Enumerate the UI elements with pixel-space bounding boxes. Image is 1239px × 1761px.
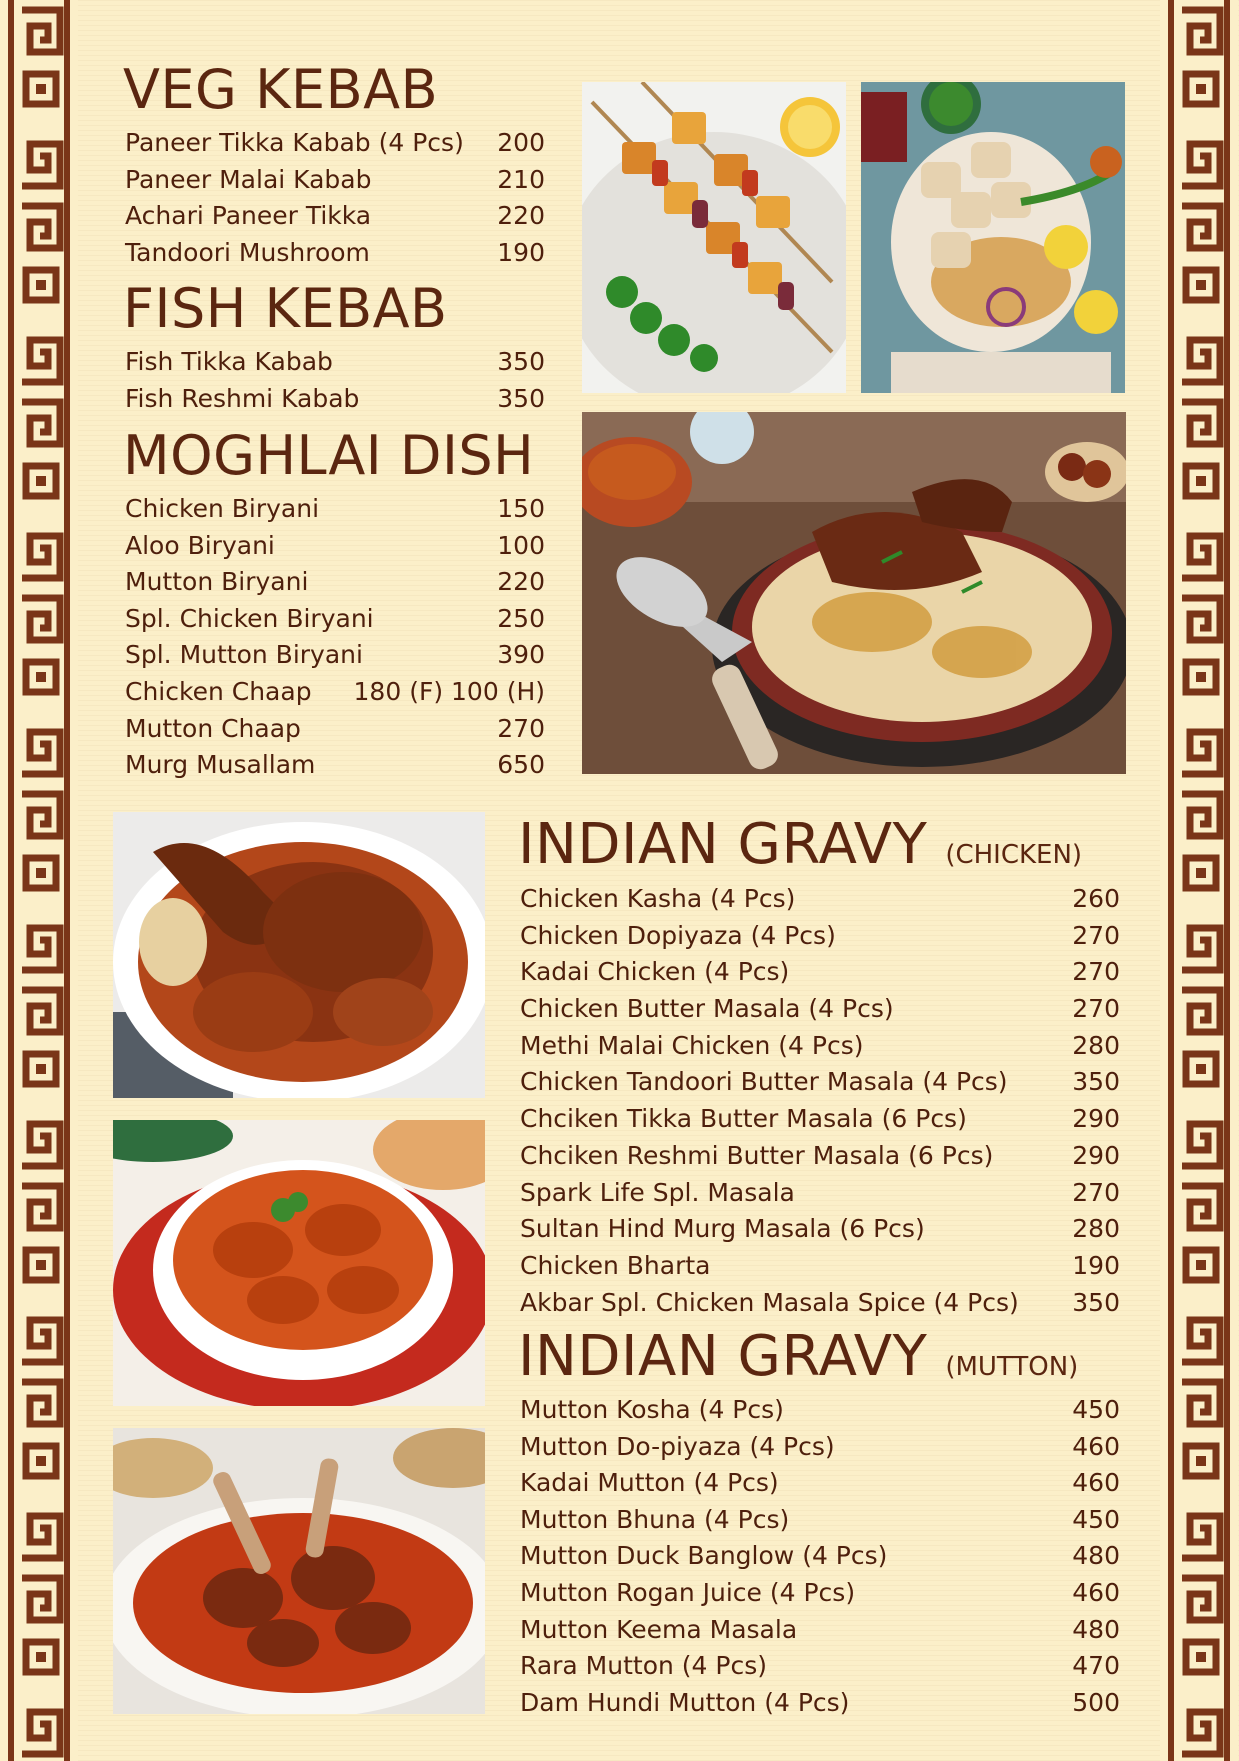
gravy-mutton-list xyxy=(520,1395,1120,1724)
item-price: 280 xyxy=(1072,1214,1120,1244)
item-name: Mutton Bhuna (4 Pcs) xyxy=(520,1504,790,1534)
item-price: 290 xyxy=(1072,1140,1120,1170)
item-name: Chicken Biryani xyxy=(125,494,320,523)
list-item xyxy=(520,884,1120,921)
gravy-mutton-title xyxy=(518,1324,1078,1389)
item-price: 270 xyxy=(1072,1177,1120,1207)
item-name: Spark Life Spl. Masala xyxy=(520,1177,795,1207)
item-price: 200 xyxy=(497,128,545,157)
item-price: 450 xyxy=(1072,1504,1120,1534)
item-name: Paneer Malai Kabab xyxy=(125,164,372,194)
item-name: Kadai Mutton (4 Pcs) xyxy=(520,1468,779,1498)
item-name: Spl. Mutton Biryani xyxy=(125,640,363,670)
biryani-photo xyxy=(582,412,1126,774)
moghlai-dish-list xyxy=(125,494,545,787)
list-item xyxy=(125,640,545,677)
left-border-ornament xyxy=(0,0,78,1761)
item-price: 480 xyxy=(1072,1541,1120,1571)
item-name: Fish Reshmi Kabab xyxy=(125,384,360,413)
chicken-bowl-photo xyxy=(113,1120,485,1406)
item-name: Chciken Tikka Butter Masala (6 Pcs) xyxy=(520,1104,967,1134)
item-name: Rara Mutton (4 Pcs) xyxy=(520,1651,767,1681)
list-item xyxy=(520,921,1120,958)
item-price: 180 (F) 100 (H) xyxy=(353,676,545,706)
item-price: 290 xyxy=(1072,1104,1120,1134)
item-price: 270 xyxy=(1072,994,1120,1024)
item-name: Aloo Biryani xyxy=(125,530,275,560)
list-item xyxy=(520,1395,1120,1432)
item-price: 220 xyxy=(497,201,545,230)
list-item xyxy=(125,494,545,531)
item-price: 220 xyxy=(497,567,545,597)
item-name: Paneer Tikka Kabab (4 Pcs) xyxy=(125,128,464,157)
gravy-chicken-title xyxy=(518,812,1082,877)
list-item xyxy=(125,128,545,165)
item-name: Chicken Kasha (4 Pcs) xyxy=(520,884,796,913)
item-name: Chicken Dopiyaza (4 Pcs) xyxy=(520,920,836,950)
item-name: Mutton Do-piyaza (4 Pcs) xyxy=(520,1431,835,1461)
list-item xyxy=(125,531,545,568)
right-border-ornament xyxy=(1160,0,1238,1761)
list-item xyxy=(125,604,545,641)
item-price: 270 xyxy=(1072,920,1120,950)
mutton-curry-photo xyxy=(113,1428,485,1714)
item-price: 350 xyxy=(497,384,545,413)
list-item xyxy=(520,1432,1120,1469)
malai-kabab-photo xyxy=(861,82,1125,393)
item-name: Chicken Bharta xyxy=(520,1250,711,1280)
list-item xyxy=(520,1178,1120,1215)
item-name: Mutton Kosha (4 Pcs) xyxy=(520,1395,784,1424)
gravy-mutton-title-text: INDIAN GRAVY xyxy=(518,1324,928,1389)
list-item xyxy=(125,347,545,384)
list-item xyxy=(125,750,545,787)
item-price: 150 xyxy=(497,494,545,523)
item-price: 350 xyxy=(1072,1067,1120,1097)
item-name: Akbar Spl. Chicken Masala Spice (4 Pcs) xyxy=(520,1287,1019,1317)
moghlai-dish-title: MOGHLAI DISH xyxy=(123,424,535,487)
item-name: Murg Musallam xyxy=(125,750,316,780)
item-name: Sultan Hind Murg Masala (6 Pcs) xyxy=(520,1214,925,1244)
list-item xyxy=(520,1031,1120,1068)
item-price: 350 xyxy=(1072,1287,1120,1317)
item-name: Chicken Tandoori Butter Masala (4 Pcs) xyxy=(520,1067,1008,1097)
item-price: 390 xyxy=(497,640,545,670)
item-price: 270 xyxy=(1072,957,1120,987)
item-price: 450 xyxy=(1072,1395,1120,1424)
item-name: Methi Malai Chicken (4 Pcs) xyxy=(520,1030,864,1060)
gravy-mutton-subtitle: (MUTTON) xyxy=(945,1352,1079,1382)
gravy-chicken-list xyxy=(520,884,1120,1324)
item-name: Kadai Chicken (4 Pcs) xyxy=(520,957,790,987)
item-price: 190 xyxy=(1072,1250,1120,1280)
item-name: Fish Tikka Kabab xyxy=(125,347,333,376)
paneer-tikka-photo xyxy=(582,82,846,393)
item-price: 470 xyxy=(1072,1651,1120,1681)
item-price: 210 xyxy=(497,164,545,194)
fish-kebab-list xyxy=(125,347,545,421)
list-item xyxy=(520,1104,1120,1141)
item-price: 280 xyxy=(1072,1030,1120,1060)
list-item xyxy=(125,677,545,714)
list-item xyxy=(520,994,1120,1031)
list-item xyxy=(520,1468,1120,1505)
list-item xyxy=(520,1251,1120,1288)
veg-kebab-list xyxy=(125,128,545,274)
list-item xyxy=(520,1505,1120,1542)
list-item xyxy=(520,1288,1120,1325)
item-price: 460 xyxy=(1072,1577,1120,1607)
list-item xyxy=(520,1214,1120,1251)
item-price: 270 xyxy=(497,713,545,743)
item-price: 260 xyxy=(1072,884,1120,913)
list-item xyxy=(520,1651,1120,1688)
item-price: 460 xyxy=(1072,1431,1120,1461)
item-name: Tandoori Mushroom xyxy=(125,237,370,267)
list-item xyxy=(520,1615,1120,1652)
fish-kebab-title: FISH KEBAB xyxy=(123,277,448,340)
list-item xyxy=(520,1578,1120,1615)
list-item xyxy=(520,1067,1120,1104)
item-name: 500 xyxy=(1072,1687,1120,1717)
item-name: Chicken Chaap xyxy=(125,676,312,706)
list-item xyxy=(125,384,545,421)
gravy-chicken-subtitle: (CHICKEN) xyxy=(945,840,1083,870)
item-price: 650 xyxy=(497,750,545,780)
list-item xyxy=(125,714,545,751)
item-price: 190 xyxy=(497,237,545,267)
list-item xyxy=(520,1688,1120,1725)
list-item xyxy=(520,1141,1120,1178)
item-name: Mutton Chaap xyxy=(125,713,301,743)
item-price: 480 xyxy=(1072,1614,1120,1644)
item-name: Mutton Duck Banglow (4 Pcs) xyxy=(520,1541,888,1571)
item-name: Mutton Keema Masala xyxy=(520,1614,798,1644)
item-name: Achari Paneer Tikka xyxy=(125,201,372,230)
item-price: 350 xyxy=(497,347,545,376)
item-name: Chicken Butter Masala (4 Pcs) xyxy=(520,994,894,1024)
chicken-curry-photo xyxy=(113,812,485,1098)
item-name: Mutton Biryani xyxy=(125,567,309,597)
item-price: 250 xyxy=(497,603,545,633)
item-name: Spl. Chicken Biryani xyxy=(125,603,374,633)
item-name: Chciken Reshmi Butter Masala (6 Pcs) xyxy=(520,1140,994,1170)
list-item xyxy=(125,201,545,238)
list-item xyxy=(520,1541,1120,1578)
veg-kebab-title: VEG KEBAB xyxy=(123,58,439,121)
gravy-chicken-title-text: INDIAN GRAVY xyxy=(518,812,928,877)
list-item xyxy=(520,957,1120,994)
item-price: 100 xyxy=(497,530,545,560)
item-name: Dam Hundi Mutton (4 Pcs) xyxy=(520,1687,850,1717)
list-item xyxy=(125,567,545,604)
list-item xyxy=(125,165,545,202)
list-item xyxy=(125,238,545,275)
item-name: Mutton Rogan Juice (4 Pcs) xyxy=(520,1577,856,1607)
item-price: 460 xyxy=(1072,1468,1120,1498)
